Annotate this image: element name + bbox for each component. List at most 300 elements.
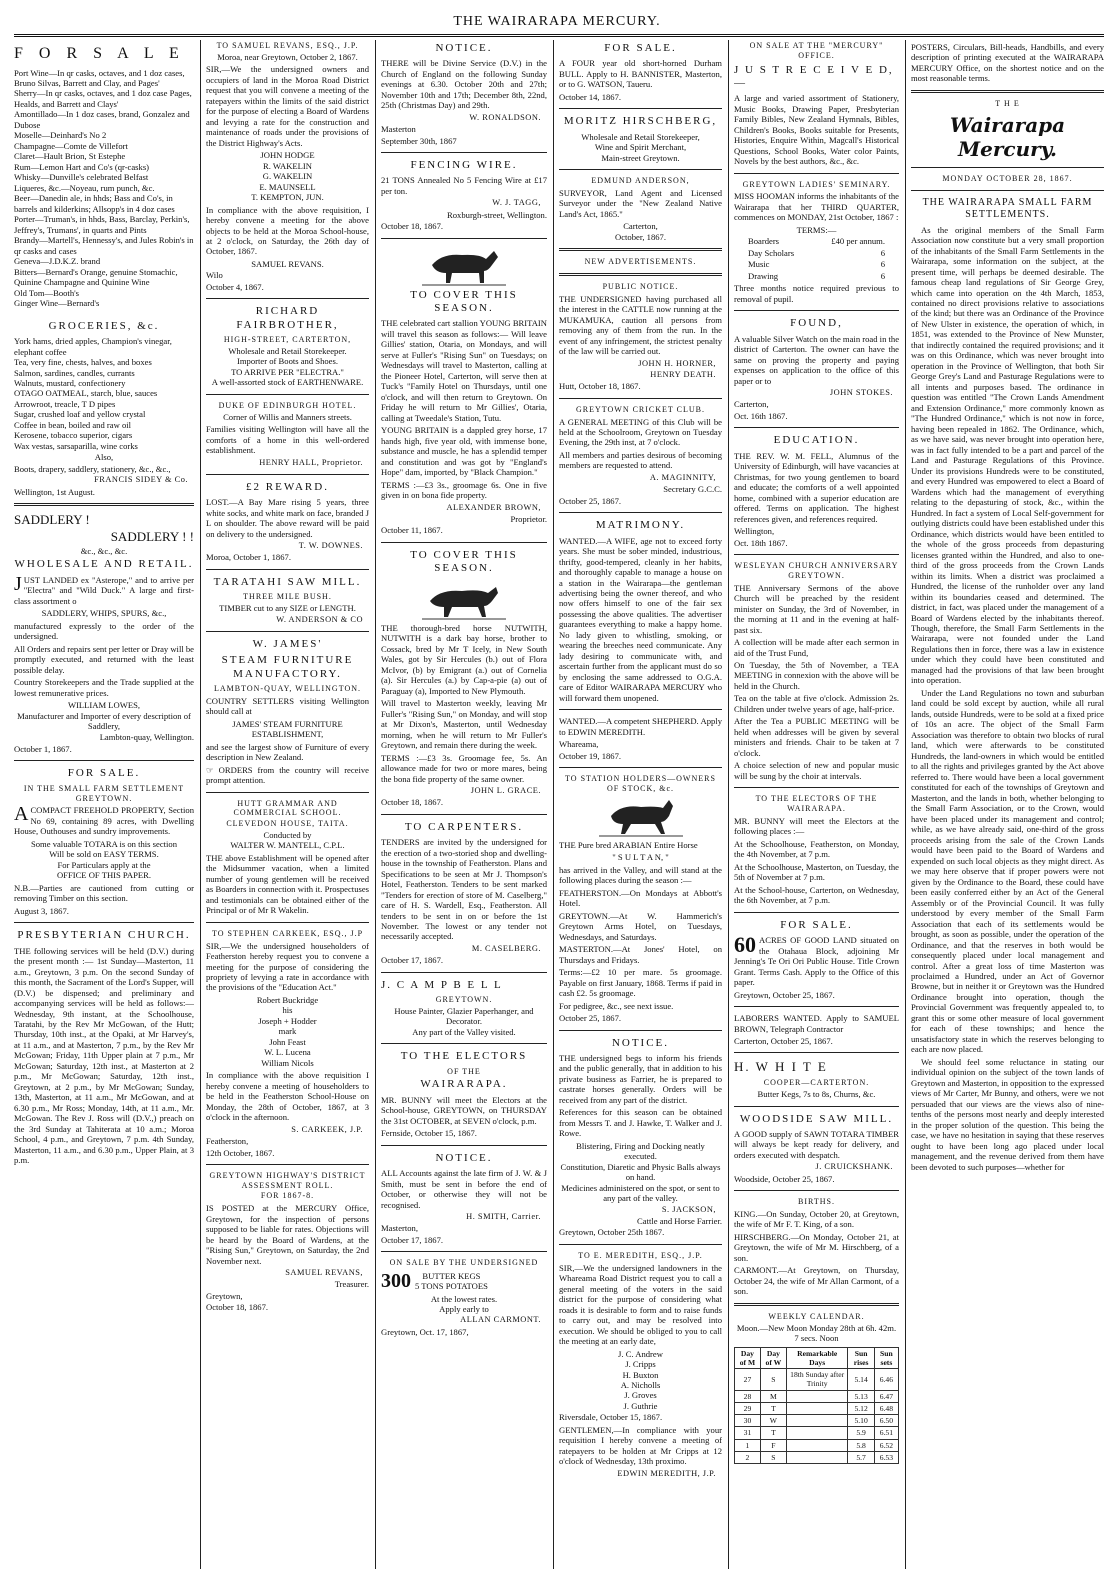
ad-line: Wellington, — [734, 526, 775, 537]
ad-subheading: THREE MILE BUSH. — [243, 592, 332, 602]
list-item: Salmon, sardines, candles, currants — [14, 367, 135, 378]
list-item: H. Buxton — [622, 1369, 659, 1380]
meredith-requisition-ad — [559, 1251, 722, 1479]
ad-body: MR. BUNNY will meet the Electors at the following places :— — [734, 815, 899, 837]
column-1 — [14, 40, 194, 1569]
ad-body: MASTERTON.—At Jones' Hotel, on Thursdays and Fridays. — [559, 944, 722, 965]
ad-body: ALL Accounts against the late firm of J. W. & J Smith, must be sent in before the end of October, or otherwise they will not be recognised. — [381, 1168, 547, 1210]
ad-body: THE thorough-bred horse NUTWITH, NUTWITH is a dark bay horse, brother to Cossack, bred by Mr T Icely, in New South Wales, got by Sir Hercules (b.) out of Flora McIvor, (b) by Emigrant (a.) out of Cornelia (a). Sir Hercules (a.) by Cap-a-pie (a) out of Paraguay (a), Imported to New Plymouth. — [381, 622, 547, 696]
list-item: J. Guthrie — [623, 1400, 658, 1411]
table-row: 27 S 18th Sunday after Trinity 5.14 6.46 — [735, 1369, 899, 1391]
laborers-wanted-ad — [734, 1013, 899, 1046]
list-item: OTAGO OATMEAL, starch, blue, sauces — [14, 388, 158, 399]
list-item: G. WAKELIN — [262, 171, 313, 182]
ad-date: October 18, 1867. — [381, 221, 444, 232]
nutwith-ad — [381, 549, 547, 808]
ad-heading: EDUCATION. — [773, 434, 860, 447]
list-item: Bitters—Bernard's Orange, genuine Stomachic, Quinine Champagne and Quinine Wine — [14, 266, 178, 288]
ad-signer: ALLAN CARMONT. — [460, 1315, 541, 1325]
ad-body: THE undersigned begs to inform his friends and the public generally, that in addition to his private business as Farrier, he is prepared to castrate horses generally. Orders will be received from any part of the district. — [559, 1052, 722, 1105]
presbyterian-ad — [14, 929, 194, 1166]
ad-body: COUNTRY SETTLERS visiting Wellington should call at — [206, 695, 369, 717]
ad-body: Tea on the table at five o'clock. Admission 2s. Children under twelve years of age, half-price. — [734, 693, 899, 714]
ad-date: October 1, 1867. — [14, 743, 72, 754]
grocery-list — [14, 336, 194, 451]
new-advertisements-banner — [559, 257, 722, 267]
column-6 — [911, 40, 1104, 1569]
ad-subheading: CLEVEDON HOUSE, TAITA. — [226, 819, 349, 829]
list-item: Ginger Wine—Bernard's — [14, 298, 100, 309]
ad-line: Whareama, — [559, 739, 599, 750]
ad-line: Masterton, — [381, 1223, 418, 1234]
ad-date: October 17, 1867. — [381, 955, 444, 966]
fencing-wire-ad — [381, 159, 547, 232]
ad-heading: J U S T R E C E I V E D,— — [734, 63, 894, 89]
ad-heading: SADDLERY ! — [14, 512, 90, 528]
ad-body: IS POSTED at the MERCURY Office, Greytown, for the inspection of persons supposed to be liable for rates. Objections will be heard by the Board of Wardens, at the "Rising Sun," Greytown, on Saturday, the 2nd November next. — [206, 1203, 369, 1266]
wine-for-sale-ad — [14, 44, 194, 497]
ad-line: Apply early to — [439, 1304, 489, 1314]
ad-heading: WESLEYAN CHURCH ANNIVERSARY GREYTOWN. — [734, 561, 899, 580]
ad-date: Greytown, Oct. 17, 1867, — [381, 1326, 469, 1337]
ad-line: Carterton, — [623, 221, 658, 232]
list-item: Drawing 6 — [748, 270, 885, 281]
ad-heading: NOTICE. — [435, 1151, 493, 1164]
ad-heading: ON SALE BY THE UNDERSIGNED — [389, 1258, 539, 1268]
list-item: Porter—Truman's, in hhds, Bass, Barclay, Perkin's, Jeffrey's, Trumans', in quarts and Pints — [14, 214, 190, 235]
ad-date: October 4, 1867. — [206, 281, 264, 292]
ad-line: OFFICE OF THIS PAPER. — [56, 870, 152, 881]
ad-signer: J. CRUICKSHANK. — [815, 1162, 893, 1172]
divine-service-notice — [381, 42, 547, 146]
ad-line: JAMES' STEAM FURNITURE ESTABLISHMENT, — [232, 718, 343, 740]
ad-line: TO ARRIVE PER "ELECTRA." — [231, 366, 344, 377]
anderson-surveyor-ad — [559, 176, 722, 242]
ad-subheading: FOR 1867-8. — [260, 1191, 315, 1201]
list-item: Sherry—In qr casks, octaves, and 1 doz case Pages, Healds, and Barrett and Clays' — [14, 88, 192, 109]
edinburgh-hotel-ad — [206, 401, 369, 468]
saddlery-ad — [14, 512, 194, 754]
ad-line: Constitution, Diaretic and Physic Balls always on hand. — [560, 1161, 721, 1183]
land-for-sale-ad — [734, 919, 899, 1000]
ad-body: CARMONT.—At Greytown, on Thursday, October 24, the wife of Mr Allan Carmont, of a son. — [734, 1265, 899, 1297]
ad-date: October 25, 1867. — [559, 495, 622, 506]
ad-body: POSTERS, Circulars, Bill-heads, Handbills, and every description of printing executed at the WAIRARAPA MERCURY Office, on the shortest notice and on the most reasonable terms. — [911, 42, 1104, 84]
ad-body: THE celebrated cart stallion YOUNG BRITAIN will travel this season as follows:— Will leave Gillies' station, Otaria, on Mondays, and will serve at Fuller's "Rising Sun" on Tuesdays; on Wednesdays will travel to Masterton, calling at the Pioneer Hotel, Carterton, will serve then at Tuck's "Family Hotel on Thursdays, until one o'clock, and will then return to Greytown. On Friday he will return to Mr Gillies', Otaria, calling at Tweedale's Station, Tutu. — [381, 318, 547, 423]
ad-heading: NOTICE. — [611, 1036, 670, 1049]
list-item: Coffee in bean, boiled and raw oil — [14, 419, 132, 430]
ad-heading: NOTICE. — [435, 42, 493, 54]
ad-heading: PRESBYTERIAN CHURCH. — [17, 929, 191, 942]
printing-ad — [911, 42, 1104, 84]
list-item: Brandy—Martell's, Hennessy's, and Jules Robin's in qr casks and cases — [14, 235, 194, 256]
ad-body: References for this season can be obtained from Messrs T. and J. Hawke, T. Walker and J. Rowe. — [559, 1107, 722, 1139]
ad-body: GREYTOWN.—At W. Hammerich's Greytown Arms Hotel, on Tuesdays, Wednesdays, and Saturdays. — [559, 910, 722, 942]
article-paragraph: We should feel some reluctance in stating our individual opinion on the subject of the town lands of Greytown and Masterton, in opposition to the expressed views of Mr Carter, Mr Bunny, and others, were we not persuaded that our views are the views also of nine-tenths of the persons most nearly and deeply interested in the proper solution of the question. This being the case, we have no hesitation in saying that these reserves ought to have been long ago placed under local management, and the revenue derived from them have been devoted to such purposes—whether for — [911, 1056, 1104, 1172]
reward-ad — [206, 481, 369, 563]
carkeek-requisition-ad — [206, 929, 369, 1158]
births-notices — [734, 1197, 899, 1297]
ad-line: Some valuable TOTARA is on this section — [30, 838, 178, 849]
mercury-office-sale-ad — [734, 41, 899, 167]
ad-body: At the Schoolhouse, Featherston, on Monday, the 4th November, at 7 p.m. — [734, 838, 899, 860]
ad-signer: SAMUEL REVANS. — [251, 258, 324, 269]
ad-line: Importer of Boots and Shoes. — [237, 356, 338, 367]
ad-heading: H. W H I T E — [734, 1059, 828, 1075]
ad-body: WANTED.—A competent SHEPHERD. Apply to EDWIN MEREDITH. — [559, 716, 722, 737]
ad-signer: HENRY DEATH. — [650, 370, 716, 380]
ad-heading: WAIRARAPA. — [420, 1078, 508, 1091]
ad-line: Manufacturer and Importer of every description of Saddlery, — [17, 710, 191, 731]
ad-body: FEATHERSTON.—On Mondays at Abbott's Hotel. — [559, 887, 722, 909]
ad-heading: SADDLERY ! ! — [110, 528, 194, 544]
ad-heading: TO SAMUEL REVANS, ESQ., J.P. — [216, 41, 359, 50]
ad-date: Fernside, October 15, 1867. — [381, 1128, 477, 1139]
ad-body: THE Anniversary Sermons of the above Church will be preached by the resident minister on Sunday, the 3rd of November, in the morning at 11 and in the evening at half-past six. — [734, 582, 899, 635]
ad-heading: GREYTOWN CRICKET CLUB. — [575, 404, 706, 414]
ad-date: Moroa, October 1, 1867. — [206, 552, 291, 563]
ad-line: Butter Kegs, 7s to 8s, Churns, &c. — [757, 1089, 876, 1100]
table-row: 31 T 5.9 6.51 — [735, 1427, 899, 1439]
column-rule — [905, 40, 906, 1569]
ad-heading: EDMUND ANDERSON, — [591, 176, 690, 186]
ad-date: October 18, 1867. — [206, 1302, 269, 1313]
weekly-calendar — [734, 1312, 899, 1464]
ad-date: October 18, 1867. — [381, 797, 444, 808]
ad-line: House Painter, Glazier Paperhanger, and Decorator. — [394, 1005, 534, 1027]
list-item: Liqueres, &c.—Noyeau, rum punch, &c. — [14, 182, 155, 193]
pointing-hand-icon: ☞ — [206, 764, 219, 775]
ad-line: Secretary G.C.C. — [663, 484, 722, 495]
woodside-saw-mill-ad — [734, 1113, 899, 1185]
ad-signer: FRANCIS SIDEY & Co. — [94, 475, 188, 485]
column-header: Day of W — [760, 1347, 786, 1369]
ad-heading: TO E. MEREDITH, ESQ., J.P. — [578, 1250, 703, 1260]
accounts-notice — [381, 1152, 547, 1246]
bull-for-sale-ad — [559, 42, 722, 102]
ad-heading: GREYTOWN HIGHWAY'S DISTRICT ASSESSMENT ROLL. — [209, 1170, 366, 1190]
list-item: Beer—Danedin ale, in hhds; Bass and Co's, in barrels and kilderkins; Allsopp's in 4 doz cases — [14, 193, 175, 214]
ad-body: KING.—On Sunday, October 20, at Greytown, the wife of Mr F. T. King, of a son. — [734, 1208, 899, 1230]
ad-line: Moroa, near Greytown, October 2, 1867. — [217, 51, 358, 62]
ad-body: Three months notice required previous to removal of pupil. — [734, 283, 899, 304]
table-row: 28 M 5.13 6.47 — [735, 1390, 899, 1402]
ad-heading: TO STEPHEN CARKEEK, ESQ., J.P — [211, 928, 364, 938]
ad-signer: W. J. TAGG, — [492, 198, 541, 208]
ad-body: THE REV. W. M. FELL, Alumnus of the University of Edinburgh, will have vacancies at Christmas, for two young gentlemen to board and educate; the comforts of a well appointed home, combined with a superior education are offered. Terms on application. The highest references given, and references required. — [734, 450, 899, 524]
ad-body: LABORERS WANTED. Apply to SAMUEL BROWN, Telegraph Contractor — [734, 1013, 899, 1034]
ad-line: SADDLERY, WHIPS, SPURS, &c., — [41, 608, 167, 619]
ad-body: A choice selection of new and popular music will be sung by the choir at intervals. — [734, 760, 899, 781]
revans-requisition-ad — [206, 41, 369, 292]
table-row: 2 S 5.7 6.53 — [735, 1451, 899, 1463]
column-rule — [728, 40, 729, 1569]
ad-line: Corner of Willis and Manners streets. — [223, 411, 352, 422]
ad-body: 21 TONS Annealed No 5 Fencing Wire at £17 per ton. — [381, 175, 547, 196]
ad-body: THERE will be Divine Service (D.V.) in the Church of England on the following Sunday evenings at 6.30. October 20th and 27th; November 10th and 17th; December 8th, 22nd, 25th (Christmas Day) and 29th. — [381, 58, 547, 111]
ad-line: Wilo — [206, 270, 223, 281]
list-item: Robert Buckridge — [256, 994, 319, 1005]
ad-body: A GOOD supply of SAWN TOTARA TIMBER will always be kept ready for delivery, and orders executed with despatch. — [734, 1128, 899, 1160]
fairbrother-ad — [206, 305, 369, 388]
ad-line: Featherston, — [206, 1136, 249, 1147]
ad-body: All Orders and repairs sent per letter or Dray will be promptly executed, and returned with the least possible delay. — [14, 643, 194, 675]
ad-subheading: LAMBTON-QUAY, WELLINGTON. — [214, 684, 361, 694]
table-row: 1 F 5.8 6.52 — [735, 1439, 899, 1451]
ad-line: Carterton, — [734, 399, 769, 410]
ad-heading: TARATAHI SAW MILL. — [213, 575, 362, 588]
ad-body: SURVEYOR, Land Agent and Licensed Surveyor under the "New Zealand Native Land's Act, 1865." — [559, 187, 722, 219]
sultan-horse-ad — [559, 774, 722, 1023]
ad-date: Oct. 16th 1867. — [734, 410, 788, 421]
ad-heading: FOR SALE. — [780, 918, 853, 931]
ad-body: GENTLEMEN,—In compliance with your requisition I hereby convene a meeting of ratepayers to be holden at Mr Cripps at 12 o'clock of Wednesday, 13th proximo. — [559, 1424, 722, 1467]
hutt-school-ad — [206, 799, 369, 916]
ad-body: A valuable Silver Watch on the main road in the district of Carterton. The owner can have the same on proving the property and paying expenses on application to the office of this paper or to — [734, 333, 899, 386]
ad-subheading: GROCERIES, &c. — [48, 319, 160, 332]
ad-body: After the Tea a PUBLIC MEETING will be held when addresses will be given by several ministers and friends. Chair to be taken at 7 o'clock. — [734, 716, 899, 758]
list-item: Moselle—Deinhard's No 2 — [14, 130, 107, 141]
ad-line: &c., &c., &c. — [80, 545, 128, 556]
ad-heading: ON SALE AT THE "MERCURY" OFFICE. — [749, 41, 884, 60]
ad-date: Oct. 18th 1867. — [734, 537, 788, 548]
ad-body: Country Storekeepers and the Trade supplied at the lowest remunerative prices. — [14, 677, 194, 698]
ad-heading: FENCING WIRE. — [410, 159, 518, 172]
white-cooper-ad — [734, 1059, 899, 1099]
ad-body: At the School-house, Carterton, on Wednesday, the 6th November, at 7 p.m. — [734, 884, 899, 906]
ad-date: Wellington, 1st August. — [14, 486, 95, 497]
carpenters-ad — [381, 821, 547, 966]
ad-signer: ALEXANDER BROWN, — [446, 502, 541, 512]
ladies-seminary-ad — [734, 180, 899, 305]
ad-body: For pedigree, &c., see next issue. — [559, 1000, 674, 1011]
dateline: MONDAY OCTOBER 28, 1867. — [942, 174, 1073, 184]
ad-body: At the Schoolhouse, Masterton, on Tuesday, the 5th of November at 7 p.m. — [734, 861, 899, 883]
ad-date: Carterton, October 25, 1867. — [734, 1035, 833, 1046]
cricket-club-ad — [559, 405, 722, 506]
ad-heading: £2 REWARD. — [246, 480, 329, 493]
list-item: Geneva—J.D.K.Z. brand — [14, 256, 101, 267]
calendar-table — [734, 1347, 899, 1465]
editorial-dateline — [911, 174, 1104, 184]
ad-heading: WOODSIDE SAW MILL. — [739, 1112, 894, 1125]
ad-body: WANTED.—A WIFE, age not to exceed forty years. She must be sober minded, industrious, thrifty, good-tempered, cleanly in her habits, and thoroughly capable to manage a house on a station in the Wairarapa—the gentleman advertising being the owner thereof, and who now offers himself to one of the fair sex possessing the above qualities. The advertiser guarantees everything to make a happy home. No lady given to whistling, smoking, or wearing the breeches need communicate. Any lady desiring to communicate with, and ascertain further from the applicant must do so by enclosing the same addressed to O.G.A. care of Editor WAIRARAPA MERCURY who will forward them unopened. — [559, 535, 722, 703]
ad-line: Masterton — [381, 124, 416, 135]
article-paragraph: Under the Land Regulations no town and suburban land could be sold except by auction, while all rural lands, outside Hundreds, were to be sold at a fixed price of 10s an acre. The object of the Small Farm Association was therefore to obtain two blocks of rural land, which were afterwards to be constituted Hundreds, the land-owners in which would be entitled to all the rights and privileges granted by the Act above referred to. There would have been a local government constituted for each of the townships of Greytown and Masterton, and the lands in both, whether belonging to the Small Farm Association, or to the Crown, would have been placed under its management and control; while, as we have already said, one-third of the gross proceeds arising from the sale of the Crown Lands would have been paid to the Board of Wardens and expended on such local objects as they might direct. As we may here observe that if proper powers were not given by the Ordinance to the Board, these could have been easily conferred either by an Act of the General Assembly or of the Provincial Council. It was fully understood by every member of the Small Farm Association that each of its settlements would be brought, as soon as possible, under the operation of the Ordinance, and that the reserves in both would be consequently placed under local management and control. After a great loss of time Masterton was proclaimed a Hundred, under an Act of Governor Browne, but in neither it or Greytown was the Hundred Ordinance brought into operation, though the Provincial Government was frequently appealed to, to grant this or some other measure of local government for each of these townships; and hence the unsatisfactory state in which the reserves belonging to each are now placed. — [911, 687, 1104, 1055]
list-item: William Nicols — [261, 1057, 314, 1068]
ad-line: At the lowest rates. — [430, 1293, 498, 1304]
hirschberg-ad — [559, 115, 722, 163]
ad-body: MR. BUNNY will meet the Electors at the School-house, GREYTOWN, on THURSDAY the 31st OCTOBER, at SEVEN o'clock, p.m. — [381, 1094, 547, 1126]
ad-signer: H. SMITH, Carrier. — [466, 1212, 541, 1222]
ad-body: A FOUR year old short-horned Durham BULL. Apply to H. BANNISTER, Masterton, or to G. WATSON, Taueru. — [559, 58, 722, 90]
ad-heading: TO STATION HOLDERS—OWNERS OF STOCK, &c. — [565, 774, 716, 793]
ad-line: WALTER W. MANTELL, C.P.L. — [230, 840, 345, 851]
ad-body: HIRSCHBERG.—On Monday, October 21, at Greytown, the wife of Mr M. Hirschberg, of a son. — [734, 1231, 899, 1263]
ad-body: YOUNG BRITAIN is a dappled grey horse, 17 hands high, five year old, with immense bone, substance and muscle, he has a splendid temper and constitution and was got by "England's Hope" dam, imported, by "Black Champion." — [381, 425, 547, 478]
column-header: Sun sets — [874, 1347, 898, 1369]
ad-line: Medicines administered on the spot, or sent to any part of the valley. — [561, 1182, 720, 1204]
ad-body: manufactured expressly to the order of the undersigned. — [14, 620, 194, 642]
ad-heading: TO CARPENTERS. — [404, 820, 524, 833]
list-item: his — [282, 1005, 293, 1016]
ad-signer: JOHN STOKES. — [829, 388, 893, 398]
ad-body: On Tuesday, the 5th of November, a TEA MEETING in connexion with the above will be held in the Church. — [734, 660, 899, 691]
ad-date: October 14, 1867. — [559, 91, 622, 102]
ad-line: " S U L T A N, " — [612, 852, 669, 863]
ad-big-number: 60 — [734, 932, 756, 958]
horse-illustration-icon — [599, 796, 683, 838]
public-notice-ad — [559, 282, 722, 392]
ad-signer: W. ANDERSON & CO — [276, 614, 363, 624]
ad-heading: TO THE ELECTORS — [400, 1050, 528, 1063]
list-item: Tea, very fine, chests, halves, and boxes — [14, 357, 152, 368]
ad-heading: TO COVER THIS SEASON. — [410, 548, 518, 575]
ad-body: has arrived in the Valley, and will stand at the following places during the season :— — [559, 864, 722, 886]
ad-heading: DUKE OF EDINBURGH HOTEL. — [218, 400, 357, 410]
ad-big-number: 300 — [381, 1270, 411, 1293]
electors-meetings-ad — [734, 794, 899, 905]
ad-date: September 30th, 1867 — [381, 135, 457, 146]
ad-heading: FOR SALE. — [604, 42, 677, 54]
list-item: Sugar, crushed loaf and yellow crystal — [14, 409, 146, 420]
section-heading: NEW ADVERTISEMENTS. — [584, 257, 697, 267]
ad-subheading: HIGH-STREET, CARTERTON, — [223, 335, 352, 345]
list-item: R. WAKELIN — [262, 160, 312, 171]
ad-date: October, 1867. — [615, 231, 666, 242]
ad-body: Terms:—£2 10 per mare. 5s groomage. Payable on first January, 1868. Terms if paid in cash £2. 5s groomage. — [559, 967, 722, 999]
ad-subheading: IN THE SMALL FARM SETTLEMENT GREYTOWN. — [23, 783, 185, 803]
ad-heading: PUBLIC NOTICE. — [602, 282, 679, 292]
ad-heading: TO THE ELECTORS OF THE WAIRARAPA. — [755, 794, 878, 814]
ad-line — [381, 1269, 547, 1293]
taratahi-saw-mill-ad — [206, 576, 369, 625]
column-3 — [381, 40, 547, 1569]
ad-body: Families visiting Wellington will have all the comforts of a home in this well-ordered establishment. — [206, 424, 369, 456]
ad-line: TERMS:— — [796, 224, 837, 235]
column-2 — [206, 40, 369, 1569]
ad-body: 60 ACRES OF GOOD LAND situated on the Otahaua Block, adjoining Mr Jenning's Te Ori Ori Public House. Title Crown Grant. Terms Cash. Apply to the Office of this paper. — [734, 932, 899, 988]
matrimony-ad — [559, 519, 722, 703]
ad-date: Hutt, October 18, 1867. — [559, 381, 641, 392]
highway-roll-ad — [206, 1171, 369, 1313]
ad-body: SIR,—We the undersigned householders of Featherston hereby request you to convene a meeting for the purpose of considering the propriety of levying a rate in accordance with the provisions of the "Education Act." — [206, 940, 369, 993]
masthead — [0, 0, 1114, 34]
ad-body: THE Pure bred ARABIAN Entire Horse — [559, 839, 698, 850]
list-item: Walnuts, mustard, confectionery — [14, 378, 126, 388]
list-item: York hams, dried apples, Champion's vinegar, elephant coffee — [14, 336, 172, 357]
column-rule — [200, 40, 201, 1569]
list-item: Day Scholars 6 — [748, 247, 885, 258]
column-header: Remarkable Days — [786, 1347, 848, 1369]
article-paragraph: As the original members of the Small Farm Association now constitute but a very small proportion of the inhabitants of the Small Farm Settlements in the Wairarapa, some information on the subject, at the present time, will perhaps be deemed desirable. The famous cheap land regulations of Sir George Grey, which came into operation on the 4th March, 1853, contained no direct provisions relative to associations of the kind; but there was an Ordinance of the Province of New Ulster in existence, the operation of which, in 1851, was extended to the Province of New Munster, that indirectly contained the required provisions; and it was on this Ordinance, which was never brought into operation in the Province of Wellington, that both Sir George Grey's Land and Pasturage Regulations were to all intents and purposes based. The ordinance in question was entitled "The Crown Lands Amendment and Extension Ordinance," more commonly known as "The Hundred Ordinance," which is not now in force, having been repealed in 1862. The Ordinance, which, as we have said, was never brought into operation here, was in fact fully intended to be a part and parcel of the Land and Pasturage Regulations of this Province. Under its provisions Hundreds were to be constituted, and every Hundred was empowered to elect a Board of Wardens which had the management of everything relating to the depasturing of stock, &c., within the Hundred. In fact a system of Local Self-government for outlying districts could have been established under this Ordinance, which districts would have been entitled to the whole of the gross proceeds from depasturing licenses granted within the Hundred, and also to one-third of the gross proceeds from the Crown Lands within its limits. When a district was proclaimed a Hundred, the license of the runholder over any land within its boundaries ceased and determined. The district, in fact, was placed under the management of a Board of Wardens elected by the inhabitants thereof. Though, therefore, the Small Farm Settlements in the Wairarapa, were not founded under the Land Regulations then in force, there was a law in existence under which they could have been constituted and managed had the provisions of that law been brought into operation. — [911, 224, 1104, 686]
ad-body: N.B.—Parties are cautioned from cutting or removing Timber on this section. — [14, 882, 194, 904]
ad-subheading: WHOLESALE AND RETAIL. — [14, 558, 194, 571]
ad-heading: HUTT GRAMMAR AND COMMERCIAL SCHOOL. — [233, 798, 342, 818]
ad-heading: GREYTOWN LADIES' SEMINARY. — [742, 179, 891, 189]
ad-date: October 11, 1867. — [381, 525, 443, 536]
list-item: Amontillado—In 1 doz cases, brand, Gonzalez and Dubose — [14, 109, 190, 130]
ad-heading: F O R S A L E — [14, 45, 185, 62]
ad-date: Riversdale, October 15, 1867. — [559, 1412, 663, 1423]
ad-line: Main-street Greytown. — [601, 152, 680, 163]
column-rule — [375, 40, 376, 1569]
ad-line: Wine and Spirit Merchant, — [594, 142, 687, 153]
ad-heading: BIRTHS. — [798, 1197, 835, 1207]
list-item: Kerosene, tobacco superior, cigars — [14, 430, 133, 441]
wesleyan-anniversary-ad — [734, 561, 899, 781]
ad-signer: S. JACKSON, — [661, 1204, 716, 1214]
column-5 — [734, 40, 899, 1569]
list-item: JOHN HODGE — [260, 150, 315, 161]
ad-subheading: OF THE — [447, 1066, 481, 1076]
list-item: A. Nicholls — [620, 1379, 661, 1390]
found-watch-ad — [734, 317, 899, 421]
ad-body: MISS HOOMAN informs the inhabitants of the Wairarapa that her THIRD QUARTER, commences on MONDAY, 21st October, 1867 : — [734, 191, 899, 223]
ad-line: Wholesale and Retail Storekeeper. — [228, 345, 347, 356]
shepherd-ad — [559, 716, 722, 761]
list-item: John Feast — [269, 1036, 306, 1047]
ad-line: Boots, drapery, saddlery, stationery, &c., &c., — [14, 463, 171, 474]
ad-heading: TO COVER THIS SEASON. — [410, 288, 518, 315]
ad-body: TERMS :—£3 3s., groomage 6s. One in five given in on bona fide property. — [381, 479, 547, 501]
ad-line: Lambton-quay, Wellington. — [99, 732, 194, 743]
table-row: 29 T 5.12 6.48 — [735, 1402, 899, 1414]
ad-body: THE above Establishment will be opened after the Midsummer vacation, when a limited number of young gentlemen will be received as Boarders in connection with it. Prospectuses and testimonials can be obtained either of the Principal or of Mr R Wakelin. — [206, 852, 369, 916]
list-item: Wax vestas, sarsaparilla, wine corks — [14, 440, 138, 451]
ad-date: Woodside, October 25, 1867. — [734, 1173, 835, 1184]
ad-date: October 17, 1867. — [381, 1234, 444, 1245]
ad-body: LOST.—A Bay Mare rising 5 years, three white socks, and white mark on face, branded J L on shoulder. The above reward will be paid on delivery to the undersigned. — [206, 497, 369, 539]
ad-heading: W. JAMES' — [252, 637, 323, 650]
ad-line: Treasurer. — [334, 1279, 369, 1290]
ad-body: and see the largest show of Furniture of every description in New Zealand. — [206, 741, 369, 763]
ad-line: Cattle and Horse Farrier. — [637, 1215, 722, 1226]
ad-date: Greytown, October 25th 1867. — [559, 1227, 665, 1238]
ad-body: All members and parties desirous of becoming members are requested to attend. — [559, 449, 722, 471]
ad-signer: S. CARKEEK, J.P. — [291, 1124, 363, 1134]
ad-body: ☞ ORDERS from the country will receive prompt attention. — [206, 764, 369, 786]
ad-signer: JOHN L. GRACE. — [470, 785, 541, 795]
masthead-rule — [14, 34, 1104, 37]
ad-line: Moon.—New Moon Monday 28th at 6h. 42m. 7 secs. Noon — [736, 1322, 897, 1344]
list-item: J. Groves — [624, 1390, 657, 1401]
ad-heading: FOUND, — [790, 317, 843, 330]
horse-illustration-icon — [422, 579, 506, 621]
ad-line: TIMBER cut to any SIZE or LENGTH. — [219, 603, 356, 614]
ad-body: THE following services will be held (D.V.) during the present month :— 1st Sunday—Masterton, 11 a.m., Greytown, 3 p.m. On the second Sunday of this month, the Sacrament of the Lord's Supper, will (D.V.) be dispensed; and preliminary and accompanying services will be held as follows:—Wednesday, 9th instant, at the Schoolhouse, Taratahi, by the Rev Mr McGowan, of the Hutt; Thursday, 10th inst., at the Opaki, at Mr Harvey's, at 11 a.m., and at Masterton, 7 p.m., by the Rev Mr McGowan; Friday, 11th Upper plain at 7 p.m., Mr McGowan; Saturday, 12th inst., at Masterton at 2 p.m., Mr McGowan; Saturday, 12th inst., Greytown, at 2 p.m., by Mr McGowan; Sunday, 13th, Masterton, at 11 a.m., Mr McGowan, and at 6.30 p.m., Mr Ross; Monday, 14th, at 11 a.m., Mr. McGowan. The Rev J. Ross will (D.V.,) preach on the 3rd Sunday at Tahiterata at 10 a.m.; Moroa School, 4 p.m., and Greytown, 7 p.m. 4th Sunday, Masterton, 11 a.m., and 6.30 p.m., Upper Plain, at 3 p.m. — [14, 945, 194, 1166]
ad-line: Blistering, Firing and Docking neatly executed. — [576, 1140, 705, 1162]
ad-line: Will be sold on EASY TERMS. — [49, 849, 159, 860]
list-item: W. L. Lucena — [264, 1047, 311, 1058]
ad-body: ACOMPACT FREEHOLD PROPERTY, Section No 69, containing 89 acres, with Dwelling House, Outhouses and sundry improvements. — [14, 803, 194, 837]
ad-signer: EDWIN MEREDITH, J.P. — [617, 1468, 716, 1478]
editorial-masthead — [911, 99, 1104, 162]
column-header: Sun rises — [848, 1347, 874, 1369]
list-item: E. MAUNSELL — [259, 181, 316, 192]
ad-signer: A. MAGINNITY, — [649, 472, 716, 482]
farrier-notice — [559, 1037, 722, 1238]
ad-body: In compliance with the above requisition I hereby convene a meeting of householders to be held in the Featherston School-House on Monday, the 28th of October, 1867, at 3 o'clock in the afternoon. — [206, 1070, 369, 1123]
column-header: Day of M — [735, 1347, 761, 1369]
ad-body: SIR,—We the undersigned landowners in the Whareama Road District request you to call a general meeting of the voters in the said district for the purpose of considering what roads it is desirable to form and to raise funds to carry out, and may be resolved into execution. We should be obliged to you to call the meeting at an early date, — [559, 1262, 722, 1347]
ad-body: A GENERAL MEETING of this Club will be held at the Schoolroom, Greytown on Tuesday Evening, the 29th inst, at 7 o'clock. — [559, 416, 722, 448]
ad-subheading: GREYTOWN. — [435, 995, 493, 1005]
ad-line: Roxburgh-street, Wellington. — [447, 209, 547, 220]
list-item: J. Cripps — [625, 1359, 656, 1370]
wine-list — [14, 68, 194, 309]
ad-body: JUST LANDED ex "Asterope," and to arrive per "Electra" and "Wild Duck." A large and first-class assortment o — [14, 572, 194, 606]
